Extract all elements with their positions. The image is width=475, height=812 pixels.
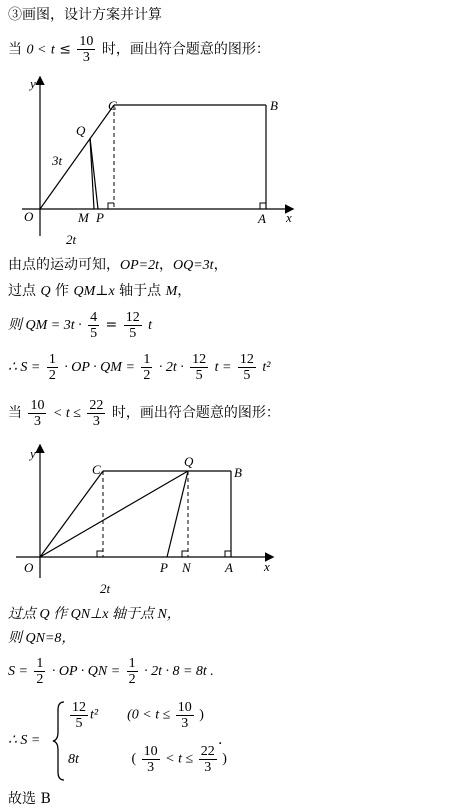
figure-1 bbox=[0, 68, 310, 248]
case1-fraction: $\frac{10}{3}$ bbox=[79, 34, 94, 65]
case1-prefix: 当 bbox=[8, 41, 22, 58]
segment-OC bbox=[40, 471, 103, 557]
right-angle-N bbox=[182, 551, 188, 557]
piecewise-function: ∴ S = $\frac{12}{5}$ t² (0 < t ≤ $\frac{10}{3}$ ) 8t ( $\frac{10}{3}$ < t ≤ $\frac{22}{3}$ ) . bbox=[8, 698, 308, 784]
label-2t: 2t bbox=[100, 581, 111, 596]
label-C: C bbox=[92, 462, 101, 477]
op-expr: OP=2t bbox=[120, 258, 159, 273]
label-A: A bbox=[225, 560, 233, 575]
case1-suffix: 时，画出符合题意的图形： bbox=[101, 41, 270, 58]
label-x: x bbox=[286, 210, 292, 225]
label-B: B bbox=[270, 98, 278, 113]
label-3t: 3t bbox=[52, 153, 63, 168]
equation-s1: ∴ S = $\frac{1}{2}$ · OP · QM = $\frac{1}{2}$ · 2t · $\frac{12}{5}$ t = $\frac{12}{5}$ t² bbox=[8, 351, 271, 383]
label-B: B bbox=[234, 465, 242, 480]
right-angle-A bbox=[225, 551, 231, 557]
step-title: ③画图，设计方案并计算 bbox=[8, 7, 162, 23]
case1-cond-rel: ≤ bbox=[59, 41, 71, 58]
piecewise-row-1: $\frac{12}{5}$ t² (0 < t ≤ $\frac{10}{3}$ ) bbox=[72, 700, 204, 731]
label-O: O bbox=[24, 560, 34, 575]
perp-qn-line: 过点 Q 作 QN⊥x 轴于点 N， bbox=[8, 607, 181, 622]
perp-qm-line: 过点 Q 作 QM⊥x 轴于点 M， bbox=[8, 283, 192, 299]
oq-expr: OQ=3t bbox=[173, 258, 214, 273]
answer: 故选 B bbox=[8, 791, 51, 807]
piecewise-row-2: 8t ( $\frac{10}{3}$ < t ≤ $\frac{22}{3}$ ) bbox=[68, 744, 227, 775]
equation-qm: 则 QM = 3t · $\frac{4}{5}$ = $\frac{12}{5}$ t bbox=[8, 309, 153, 341]
motion-line: 由点的运动可知，OP=2t，OQ=3t， bbox=[8, 257, 228, 273]
case1-cond-left: 0 < bbox=[26, 42, 47, 58]
label-y: y bbox=[30, 446, 36, 461]
label-C: C bbox=[108, 98, 117, 113]
left-brace bbox=[52, 700, 66, 782]
label-y: y bbox=[30, 76, 36, 91]
label-2t: 2t bbox=[66, 232, 77, 247]
label-x: x bbox=[264, 559, 270, 574]
figure-2 bbox=[0, 440, 300, 600]
segment-OQ bbox=[40, 471, 188, 557]
case1-cond-var: t bbox=[50, 42, 55, 58]
right-angle-C bbox=[97, 551, 103, 557]
label-Q: Q bbox=[76, 123, 86, 138]
segment-QP bbox=[167, 471, 188, 557]
label-P: P bbox=[96, 210, 104, 225]
motion-text: 由点的运动可知， bbox=[8, 257, 120, 273]
right-angle-A bbox=[260, 203, 266, 209]
right-angle-C bbox=[108, 203, 114, 209]
case2-condition: 当 $\frac{10}{3}$ < t ≤ $\frac{22}{3}$ 时，画出符合题意的图形： bbox=[8, 397, 280, 429]
label-O: O bbox=[24, 209, 34, 224]
label-N: N bbox=[182, 560, 191, 575]
label-P: P bbox=[160, 560, 168, 575]
label-M: M bbox=[78, 210, 89, 225]
equation-s2: S = $\frac{1}{2}$ · OP · QN = $\frac{1}{2}$ · 2t · 8 = 8t . bbox=[8, 655, 214, 687]
label-Q: Q bbox=[184, 454, 194, 469]
qn-line: 则 QN=8， bbox=[8, 631, 76, 646]
label-A: A bbox=[258, 211, 266, 226]
case1-condition bbox=[8, 34, 270, 65]
